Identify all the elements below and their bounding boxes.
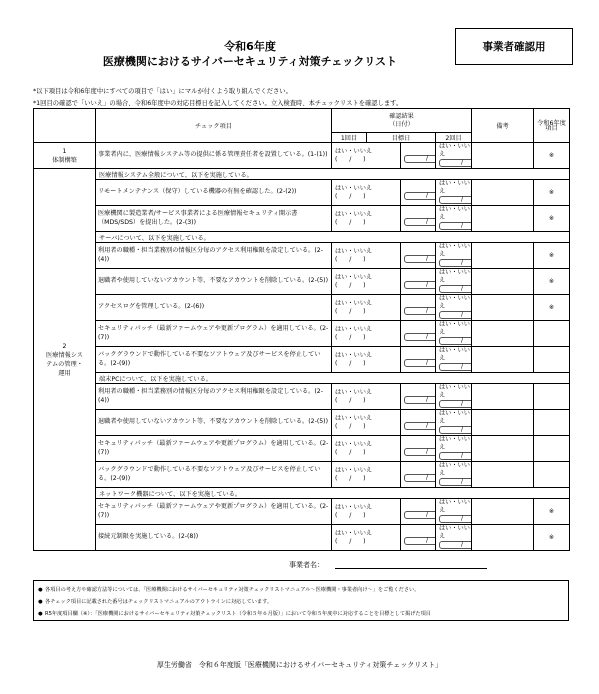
- first-answer[interactable]: [332, 384, 401, 410]
- yes-no-choice[interactable]: はい・いいえ: [335, 414, 373, 422]
- r5-mark: ※: [534, 269, 570, 295]
- instruction-note-2: *1回目の確認で「いいえ」の場合、令和6年度中の対応目標日を記入してください。立入検査時、本チェックリストを確認します。: [33, 100, 403, 107]
- target-date-box[interactable]: [404, 359, 436, 367]
- date-input[interactable]: [335, 538, 400, 546]
- date-open: (: [335, 396, 338, 404]
- date-slash: /: [425, 255, 429, 262]
- category-2: [34, 169, 96, 551]
- second-date-box[interactable]: [439, 515, 472, 523]
- category-2-number: 2: [62, 342, 67, 350]
- yes-no-choice[interactable]: はい・いいえ: [439, 143, 470, 158]
- target-date-box[interactable]: [404, 281, 436, 289]
- yes-no-choice[interactable]: はい・いいえ: [335, 529, 373, 537]
- date-slash: /: [460, 196, 464, 203]
- target-date[interactable]: [401, 436, 436, 462]
- target-date-box[interactable]: [404, 448, 436, 456]
- date-slash: /: [349, 359, 352, 367]
- first-answer[interactable]: [332, 525, 401, 551]
- yes-no-choice[interactable]: はい・いいえ: [439, 499, 470, 514]
- check-item: アクセスログを管理している。(2-(6)): [96, 295, 332, 321]
- header-check-item: チェック項目: [96, 109, 332, 143]
- remarks-cell[interactable]: [472, 384, 534, 410]
- instruction-note-1: *以下項目は令和6年度中にすべての項目で「はい」にマルが付くよう取り組んでください。: [33, 88, 292, 95]
- target-date-box[interactable]: [404, 192, 436, 200]
- check-item: バックグラウンドで動作している不要なソフトウェア及びサービスを停止している。(2-(9)): [96, 462, 332, 488]
- date-open: (: [335, 359, 338, 367]
- first-answer[interactable]: [332, 462, 401, 488]
- date-open: (: [335, 537, 338, 545]
- target-date[interactable]: [401, 347, 436, 373]
- date-slash: /: [460, 363, 464, 370]
- yes-no-choice[interactable]: はい・いいえ: [335, 273, 373, 281]
- check-item: 医療機関に製造業者/サービス事業者による医療情報セキュリティ開示書（MDS/SDS）を提出した。(2-(3)): [96, 206, 332, 232]
- bullet-icon: ●: [38, 599, 43, 605]
- date-slash: /: [425, 155, 429, 162]
- date-slash: /: [425, 192, 429, 199]
- category-2-name-3: 運用: [58, 369, 71, 377]
- date-close: ): [363, 218, 366, 226]
- remarks-cell[interactable]: [472, 143, 534, 169]
- date-slash: /: [349, 307, 352, 315]
- second-date-box[interactable]: [439, 541, 472, 549]
- header-first: 1回目: [332, 133, 367, 143]
- date-input[interactable]: [335, 282, 400, 290]
- date-slash: /: [460, 478, 464, 485]
- date-close: ): [363, 333, 366, 341]
- yes-no-choice[interactable]: はい・いいえ: [335, 325, 373, 333]
- remarks-cell[interactable]: [472, 499, 534, 525]
- date-close: ): [363, 537, 366, 545]
- date-slash: /: [349, 218, 352, 226]
- footnotes-box: [33, 580, 569, 621]
- date-close: ): [363, 422, 366, 430]
- yes-no-choice[interactable]: はい・いいえ: [439, 269, 470, 284]
- header-result-sub: （日付）: [389, 120, 414, 128]
- yes-no-choice[interactable]: はい・いいえ: [335, 184, 373, 192]
- first-answer[interactable]: [332, 269, 401, 295]
- second-answer[interactable]: [436, 243, 472, 269]
- date-slash: /: [460, 337, 464, 344]
- header-result-label: 確認結果: [389, 112, 414, 120]
- date-input[interactable]: [335, 423, 400, 431]
- category-1: [34, 143, 96, 169]
- yes-no-choice[interactable]: はい・いいえ: [439, 180, 470, 195]
- header-blank: [34, 109, 96, 143]
- first-answer[interactable]: [332, 321, 401, 347]
- target-date[interactable]: [401, 462, 436, 488]
- second-date-box[interactable]: [439, 452, 472, 460]
- footnote-1: [38, 584, 564, 596]
- target-date[interactable]: [401, 384, 436, 410]
- r5-mark: ※: [534, 143, 570, 169]
- date-close: ): [363, 192, 366, 200]
- date-close: ): [363, 255, 366, 263]
- date-slash: /: [349, 155, 352, 163]
- remarks-cell[interactable]: [472, 525, 534, 551]
- r5-blank: [534, 436, 570, 462]
- r5-blank: [534, 410, 570, 436]
- date-close: ): [363, 359, 366, 367]
- date-slash: /: [460, 159, 464, 166]
- date-input[interactable]: [335, 449, 400, 457]
- yes-no-choice[interactable]: はい・いいえ: [335, 247, 373, 255]
- r5-mark: ※: [534, 243, 570, 269]
- remarks-cell[interactable]: [472, 295, 534, 321]
- date-input[interactable]: [335, 512, 400, 520]
- date-slash: /: [425, 511, 429, 518]
- yes-no-choice[interactable]: はい・いいえ: [335, 210, 373, 218]
- date-slash: /: [349, 474, 352, 482]
- date-open: (: [335, 192, 338, 200]
- yes-no-choice[interactable]: はい・いいえ: [439, 462, 470, 477]
- date-open: (: [335, 307, 338, 315]
- confirmation-badge: 事業者確認用: [455, 28, 573, 65]
- date-close: ): [363, 448, 366, 456]
- date-open: (: [335, 255, 338, 263]
- date-slash: /: [425, 474, 429, 481]
- second-answer[interactable]: [436, 143, 472, 169]
- r5-mark: ※: [534, 499, 570, 525]
- date-open: (: [335, 155, 338, 163]
- r5-mark: ※: [534, 295, 570, 321]
- date-slash: /: [460, 426, 464, 433]
- checklist-table: [33, 108, 570, 551]
- second-answer[interactable]: [436, 525, 472, 551]
- target-date-box[interactable]: [404, 255, 436, 263]
- remarks-cell[interactable]: [472, 321, 534, 347]
- check-item: リモートメンテナンス（保守）している機器の有無を確認した。(2-(2)): [96, 180, 332, 206]
- second-answer[interactable]: [436, 436, 472, 462]
- first-answer[interactable]: [332, 243, 401, 269]
- date-close: ): [363, 155, 366, 163]
- remarks-cell[interactable]: [472, 462, 534, 488]
- yes-no-choice[interactable]: はい・いいえ: [439, 347, 470, 362]
- check-item: セキュリティパッチ（最新ファームウェアや更新プログラム）を適用している。(2-(7)): [96, 499, 332, 525]
- category-2-name-1: 医療情報シス: [46, 351, 83, 359]
- target-date-box[interactable]: [404, 537, 436, 545]
- header-r5-sub: 項目: [545, 124, 558, 132]
- check-item: 退職者や使用していないアカウント等、不要なアカウントを削除している。(2-(5)): [96, 269, 332, 295]
- date-close: ): [363, 281, 366, 289]
- second-date-box[interactable]: [439, 337, 472, 345]
- date-slash: /: [460, 515, 464, 522]
- date-input[interactable]: [335, 360, 400, 368]
- first-answer[interactable]: [332, 143, 401, 169]
- date-open: (: [335, 511, 338, 519]
- date-slash: /: [460, 259, 464, 266]
- category-1-name: 体制構築: [52, 156, 77, 164]
- yes-no-choice[interactable]: はい・いいえ: [439, 525, 470, 540]
- check-item: セキュリティパッチ（最新ファームウェアや更新プログラム）を適用している。(2-(7)): [96, 321, 332, 347]
- date-slash: /: [460, 541, 464, 548]
- target-date-box[interactable]: [404, 422, 436, 430]
- bullet-icon: ●: [38, 587, 43, 593]
- date-input[interactable]: [335, 219, 400, 227]
- date-close: ): [363, 396, 366, 404]
- r5-blank: [534, 462, 570, 488]
- second-date-box[interactable]: [439, 311, 472, 319]
- r5-blank: [534, 321, 570, 347]
- date-input[interactable]: [335, 256, 400, 264]
- check-item: 事業者内に、医療情報システム等の提供に係る管理責任者を設置している。(1-(1)): [96, 143, 332, 169]
- category-2-name-2: テムの管理・: [46, 360, 83, 368]
- date-input[interactable]: [335, 308, 400, 316]
- date-close: ): [363, 307, 366, 315]
- target-date[interactable]: [401, 206, 436, 232]
- footnote-3-text: R5年度項目欄（※）：「医療機関におけるサイバーセキュリティ対策チェックリスト（令和５年６月版）」において令和５年度中に対応することを目標として掲げた項目: [45, 611, 431, 617]
- remarks-cell[interactable]: [472, 347, 534, 373]
- date-slash: /: [460, 285, 464, 292]
- yes-no-choice[interactable]: はい・いいえ: [335, 388, 373, 396]
- check-item: セキュリティパッチ（最新ファームウェアや更新プログラム）を適用している。(2-(7)): [96, 436, 332, 462]
- footnote-3: [38, 608, 564, 620]
- date-close: ): [363, 474, 366, 482]
- section-heading: ネットワーク機器について、以下を実施している。: [96, 488, 570, 499]
- date-slash: /: [349, 255, 352, 263]
- date-input[interactable]: [335, 156, 400, 164]
- yes-no-choice[interactable]: はい・いいえ: [439, 243, 470, 258]
- header-target: 目標日: [367, 133, 436, 143]
- second-date-box[interactable]: [439, 222, 472, 230]
- second-answer[interactable]: [436, 321, 472, 347]
- target-date[interactable]: [401, 143, 436, 169]
- yes-no-choice[interactable]: はい・いいえ: [335, 147, 373, 155]
- header-r5-label: 令和6年度: [537, 119, 566, 127]
- footnote-2: [38, 596, 564, 608]
- date-input[interactable]: [335, 397, 400, 405]
- target-date[interactable]: [401, 321, 436, 347]
- category-1-number: 1: [62, 147, 67, 155]
- target-date[interactable]: [401, 499, 436, 525]
- second-answer[interactable]: [436, 269, 472, 295]
- target-date-box[interactable]: [404, 396, 436, 404]
- date-slash: /: [425, 396, 429, 403]
- yes-no-choice[interactable]: はい・いいえ: [439, 410, 470, 425]
- second-answer[interactable]: [436, 384, 472, 410]
- second-date-box[interactable]: [439, 400, 472, 408]
- yes-no-choice[interactable]: はい・いいえ: [439, 206, 470, 221]
- date-slash: /: [349, 448, 352, 456]
- section-heading: 端末PCについて、以下を実施している。: [96, 373, 570, 384]
- yes-no-choice[interactable]: はい・いいえ: [335, 351, 373, 359]
- target-date[interactable]: [401, 180, 436, 206]
- header-second: 2回目: [436, 133, 472, 143]
- date-open: (: [335, 422, 338, 430]
- date-open: (: [335, 448, 338, 456]
- second-answer[interactable]: [436, 206, 472, 232]
- page-footer: 厚生労働省 令和６年度版「医療機関におけるサイバーセキュリティ対策チェックリスト」: [156, 661, 443, 669]
- date-slash: /: [349, 192, 352, 200]
- r5-mark: ※: [534, 206, 570, 232]
- business-name-field[interactable]: [335, 568, 487, 569]
- date-slash: /: [425, 333, 429, 340]
- remarks-cell[interactable]: [472, 436, 534, 462]
- year-title: 令和6年度: [224, 40, 276, 53]
- target-date-box[interactable]: [404, 307, 436, 315]
- date-input[interactable]: [335, 193, 400, 201]
- header-result: [332, 109, 472, 133]
- date-input[interactable]: [335, 334, 400, 342]
- date-slash: /: [425, 359, 429, 366]
- target-date[interactable]: [401, 525, 436, 551]
- second-answer[interactable]: [436, 410, 472, 436]
- second-answer[interactable]: [436, 295, 472, 321]
- date-slash: /: [349, 511, 352, 519]
- yes-no-choice[interactable]: はい・いいえ: [335, 440, 373, 448]
- first-answer[interactable]: [332, 295, 401, 321]
- yes-no-choice[interactable]: はい・いいえ: [439, 384, 470, 399]
- second-date-box[interactable]: [439, 426, 472, 434]
- yes-no-choice[interactable]: はい・いいえ: [335, 466, 373, 474]
- target-date-box[interactable]: [404, 333, 436, 341]
- page-title: 医療機関におけるサイバーセキュリティ対策チェックリスト: [102, 55, 398, 68]
- check-item: 利用者の職種・担当業務別の情報区分毎のアクセス利用権限を設定している。(2-(4)): [96, 243, 332, 269]
- second-answer[interactable]: [436, 462, 472, 488]
- date-slash: /: [460, 222, 464, 229]
- r5-blank: [534, 347, 570, 373]
- r5-mark: ※: [534, 525, 570, 551]
- second-answer[interactable]: [436, 180, 472, 206]
- target-date-box[interactable]: [404, 511, 436, 519]
- yes-no-choice[interactable]: はい・いいえ: [335, 503, 373, 511]
- second-date-box[interactable]: [439, 159, 472, 167]
- date-slash: /: [425, 537, 429, 544]
- first-answer[interactable]: [332, 347, 401, 373]
- date-slash: /: [349, 281, 352, 289]
- date-close: ): [363, 511, 366, 519]
- date-slash: /: [349, 537, 352, 545]
- yes-no-choice[interactable]: はい・いいえ: [439, 295, 470, 310]
- date-slash: /: [460, 400, 464, 407]
- second-date-box[interactable]: [439, 259, 472, 267]
- date-open: (: [335, 333, 338, 341]
- check-item: 利用者の職種・担当業務別の情報区分毎のアクセス利用権限を設定している。(2-(4)): [96, 384, 332, 410]
- date-open: (: [335, 281, 338, 289]
- section-heading: サーバについて、以下を実施している。: [96, 232, 570, 243]
- target-date-box[interactable]: [404, 155, 436, 163]
- remarks-cell[interactable]: [472, 206, 534, 232]
- second-date-box[interactable]: [439, 285, 472, 293]
- second-date-box[interactable]: [439, 196, 472, 204]
- yes-no-choice[interactable]: はい・いいえ: [439, 436, 470, 451]
- section-heading: 医療情報システム全般について、以下を実施している。: [96, 169, 570, 180]
- date-open: (: [335, 218, 338, 226]
- check-item: 接続元制限を実施している。(2-(8)): [96, 525, 332, 551]
- first-answer[interactable]: [332, 436, 401, 462]
- bullet-icon: ●: [38, 611, 43, 617]
- date-open: (: [335, 474, 338, 482]
- date-slash: /: [460, 452, 464, 459]
- target-date-box[interactable]: [404, 474, 436, 482]
- date-input[interactable]: [335, 475, 400, 483]
- first-answer[interactable]: [332, 410, 401, 436]
- first-answer[interactable]: [332, 206, 401, 232]
- business-name-label: 事業者名：: [289, 561, 324, 569]
- date-slash: /: [460, 311, 464, 318]
- date-slash: /: [425, 218, 429, 225]
- date-slash: /: [425, 307, 429, 314]
- date-slash: /: [349, 396, 352, 404]
- remarks-cell[interactable]: [472, 243, 534, 269]
- footnote-1-text: 各項目の考え方や確認方法等については、「医療機関におけるサイバーセキュリティ対策チェックリストマニュアル〜医療機関・事業者向け〜」をご覧ください。: [45, 587, 420, 593]
- check-item: 退職者や使用していないアカウント等、不要なアカウントを削除している。(2-(5)): [96, 410, 332, 436]
- date-slash: /: [425, 281, 429, 288]
- yes-no-choice[interactable]: はい・いいえ: [439, 321, 470, 336]
- check-item: バックグラウンドで動作している不要なソフトウェア及びサービスを停止している。(2-(9)): [96, 347, 332, 373]
- r5-blank: [534, 384, 570, 410]
- first-answer[interactable]: [332, 499, 401, 525]
- first-answer[interactable]: [332, 180, 401, 206]
- second-date-box[interactable]: [439, 363, 472, 371]
- second-answer[interactable]: [436, 347, 472, 373]
- date-slash: /: [349, 422, 352, 430]
- target-date[interactable]: [401, 295, 436, 321]
- second-answer[interactable]: [436, 499, 472, 525]
- second-date-box[interactable]: [439, 478, 472, 486]
- target-date[interactable]: [401, 410, 436, 436]
- remarks-cell[interactable]: [472, 180, 534, 206]
- footnote-2-text: 各チェック項目に記載された番号はチェックリストマニュアルのアウトラインに対応しています。: [45, 599, 273, 605]
- date-slash: /: [349, 333, 352, 341]
- date-slash: /: [425, 448, 429, 455]
- header-r5-item: [534, 109, 570, 143]
- remarks-cell[interactable]: [472, 410, 534, 436]
- date-slash: /: [425, 422, 429, 429]
- target-date-box[interactable]: [404, 218, 436, 226]
- header-remarks: 備考: [472, 109, 534, 143]
- remarks-cell[interactable]: [472, 269, 534, 295]
- target-date[interactable]: [401, 269, 436, 295]
- target-date[interactable]: [401, 243, 436, 269]
- yes-no-choice[interactable]: はい・いいえ: [335, 299, 373, 307]
- r5-mark: ※: [534, 180, 570, 206]
